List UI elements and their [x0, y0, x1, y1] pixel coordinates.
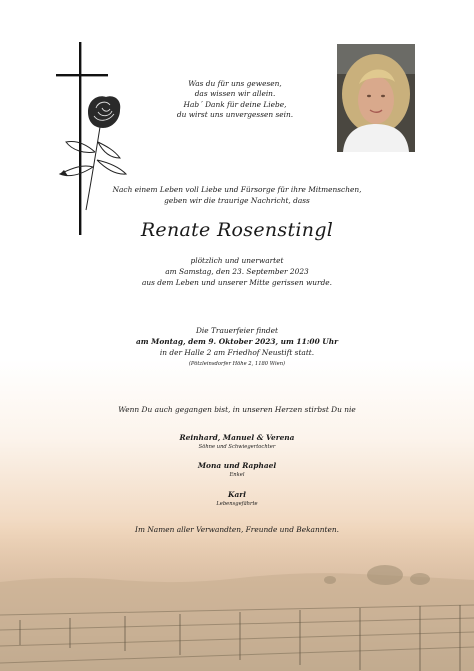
- memorial-quote: Wenn Du auch gegangen bist, in unseren Herzen stirbst Du nie: [118, 405, 356, 414]
- deceased-name: Renate Rosenstingl: [140, 219, 334, 241]
- poem-line: du wirst uns unvergessen sein.: [176, 109, 294, 119]
- portrait-photo: [337, 44, 415, 152]
- mourner-names: Reinhard, Manuel & Verena: [179, 433, 295, 442]
- memorial-poem: [155, 79, 315, 120]
- death-notice-line: am Samstag, den 23. September 2023: [165, 267, 309, 276]
- poem-line: Hab´ Dank für deine Liebe,: [183, 99, 287, 109]
- poem-line: das wissen wir allein.: [194, 89, 276, 99]
- funeral-address: (Pötzleinsdorfer Höhe 2, 1180 Wien): [188, 361, 286, 367]
- mourner-relation: Lebensgefährte: [216, 501, 258, 507]
- death-notice-line: aus dem Leben und unserer Mitte gerissen wurde.: [141, 278, 333, 287]
- mourner-relation: Söhne und Schwiegertochter: [198, 444, 276, 450]
- funeral-intro: Die Trauerfeier findet: [195, 326, 279, 335]
- mourner-relation: Enkel: [229, 472, 245, 478]
- mourner-names: Mona und Raphael: [197, 461, 277, 470]
- vineyard-landscape: [0, 520, 474, 671]
- poem-line: Was du für uns gewesen,: [188, 79, 282, 88]
- funeral-place: in der Halle 2 am Friedhof Neustift statt.: [159, 348, 315, 357]
- intro-line: geben wir die traurige Nachricht, dass: [164, 196, 310, 205]
- cross-with-rose-icon: [48, 42, 138, 237]
- death-notice-line: plötzlich und unerwartet: [190, 256, 284, 265]
- funeral-date: am Montag, dem 9. Oktober 2023, um 11:00 Uhr: [135, 337, 339, 346]
- mourner-names: Karl: [228, 490, 246, 499]
- closing-line: Im Namen aller Verwandten, Freunde und Bekannten.: [135, 525, 339, 534]
- intro-line: Nach einem Leben voll Liebe und Fürsorge für ihre Mitmenschen,: [112, 185, 362, 194]
